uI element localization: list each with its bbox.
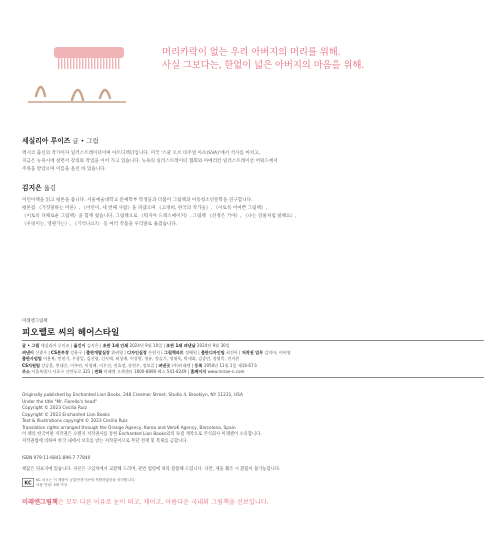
credits-block [22, 343, 291, 376]
credit-key: 출판디자인팀 [200, 349, 225, 355]
translator-bio [22, 197, 297, 229]
translator-bio-line: 평론집 《거짓말하는 어른》, 《어린이, 세 번째 사람》을 펴냈으며 《고정희, 한국의 작가들》, 《이토록 어여쁜 그림책》, [22, 206, 267, 211]
credit-value: 서울특별시 서초구 신반포로 321 [31, 369, 91, 375]
rights-line: 이 책의 한국어판 저작권은 오렌지 저작권사를 통한 Enchanted Lion Books와의 독점 계약으로 주식회사 미래엔이 소유합니다. [22, 432, 262, 437]
author-bio [22, 150, 278, 174]
translator-heading [22, 184, 56, 193]
credit-value: 위귀영 [111, 349, 124, 355]
credit-key: CS본부장 [51, 349, 69, 355]
rights-line: Translation rights arranged through the Orange Agency, Korea and VeroK Agency, Barcelona, Spain [22, 425, 236, 431]
translator-role: 옮김 [43, 184, 57, 192]
rights-line: 저작권법에 의하여 한국 내에서 보호를 받는 저작물이므로 무단 전재 및 복제를 금합니다. [22, 438, 188, 444]
translator-name: 김지은 [22, 184, 42, 192]
credit-key: 저작권 업무 [241, 349, 264, 355]
isbn: ISBN 979-11-6841-896-7 77840 [22, 456, 91, 461]
credit-key: 초판 1쇄 펴낸날 [166, 343, 196, 348]
credits-row: 펴낸이 신광수 | CS본부장 강윤구 | 출판개발실장 위귀영 | 디자인실장 손현지 | 그림책파트 정혜원 | 출판디자인팀 최진아 | 저작권 업무 김미아, 이아영 [22, 349, 291, 355]
rights-line: Text & Illustrations copyright © 2023 Cecilia Ruiz [22, 419, 128, 424]
credit-key: 펴낸이 [22, 349, 34, 355]
credit-key: 글 • 그림 [22, 343, 40, 348]
credit-value: 강윤구 [70, 349, 83, 355]
dedication-line-1: 머리카락이 없는 우리 아버지의 머리를 위해. [162, 47, 341, 58]
rights-line: Copyright © 2023 Cecilia Ruiz [22, 406, 87, 411]
credit-value: (주)미래엔 [171, 362, 191, 368]
author-bio-line: 지금은 뉴욕시에 살면서 강의와 작업을 이어 가고 있습니다. 뉴욕의 일러스트레이터 협회와 아메리칸 일러스트레이션 어워드에서 [22, 159, 278, 164]
comb-illustration [14, 30, 132, 110]
credit-key: 디자인실장 [127, 349, 147, 355]
credit-key: 펴낸곳 [158, 362, 171, 368]
dedication-line-2: 사실 그보다는, 한없이 넓은 아버지의 마음을 위해. [162, 60, 365, 71]
credit-value: 2024년 9월 30일 [196, 343, 230, 348]
credit-value: www.mirae-n.com [207, 369, 245, 375]
credit-value: 최진아 [225, 349, 238, 355]
translator-bio-line: 어린이책을 읽고 평론을 씁니다. 서울예술대학교 문예학부 학생들과 더불어 그림책과 아동청소년문학을 연구합니다. [22, 198, 253, 203]
rights-line: Copyright © 2023 Enchanted Lion Books [22, 412, 110, 418]
english-rights [22, 393, 262, 445]
dedication [162, 46, 492, 72]
credits-row: CS지원팀 강승훈, 봉대중, 이주연, 이형배, 이우진, 전효정, 장현우, 정보길 | 펴낸곳 (주)미래엔 | 등록 1950년 11월 1일 제16-67호 [22, 362, 258, 368]
credit-value: 신광수 [35, 349, 48, 355]
kc-line: 사용 연령: 3세 이상 [36, 483, 68, 488]
notice: 책값은 뒤표지에 있습니다. 파본은 구입처에서 교환해 드리며, 관련 법령에 따라 환불해 드립니다. 다만, 제품 훼손 시 환불이 불가능합니다. [22, 467, 281, 472]
credit-key: 전화 [94, 369, 103, 375]
series-brand: 미래엔그림책 [22, 499, 58, 506]
series-text: 은 모두 다른 이유로 눈이 떠고, 채이고, 아름다운 국내외 그림책을 선보입니다. [57, 499, 269, 506]
credit-key: 홈페이지 [190, 369, 207, 375]
credit-value: 1950년 11월 1일 제16-67호 [203, 362, 258, 368]
author-bio-line: 멕시코 출신의 작가이자 일러스트레이터이며 아트디렉터입니다. 미국 '스쿨 오브 비주얼 아츠(SVA)'에서 석사를 마치고, [22, 151, 261, 156]
credit-value: 2024년 9월 10일 [129, 343, 163, 348]
series-tagline [22, 497, 269, 506]
credit-key: 출판개발실장 [86, 349, 110, 355]
series-label: 미래엔그림책 [22, 319, 48, 324]
credit-key: 그림책파트 [163, 349, 184, 355]
translator-bio-line: 《이토록 다채로운 그림책》을 함께 썼습니다. 그림책으로 《뭐지아 드래스메이커》, 그림책 《선정은 거야》, 《나는 강물처럼 말해요》, [22, 214, 297, 219]
translator-bio-line: 《우엉이는, 영원가는》, 《기억나요?》 등 여러 작품을 우리말로 옮겼습니다. [22, 222, 178, 227]
author-name: 세실리아 루이즈 [22, 137, 71, 145]
author-bio-line: 주목을 받았으며 이름을 올린 바 있습니다. [22, 167, 107, 172]
kc-mark-icon [22, 478, 34, 487]
credit-key: CS지원팀 [22, 362, 40, 368]
credit-value: 세실리아 루이즈 [40, 343, 70, 348]
credit-key: 등록 [194, 362, 203, 368]
svg-text:KC: KC [24, 480, 32, 487]
credit-value: 이용복, 민현기, 우광일, 김선영, 신지애, 허성배, 이강원, 정유, 정슬기, 정재욱, 박세화, 김종민, 정영묵, 전지현 [43, 356, 240, 362]
rights-line: Under the title "Mr. Fiorello's head" [22, 399, 98, 405]
kc-info [36, 478, 135, 489]
credit-key: 초판 1쇄 인쇄 [102, 343, 129, 348]
credit-value: 김지은 [86, 343, 99, 348]
credits-row: 주소 서울특별시 서초구 신반포로 321 | 전화 미래엔 고객센터 1800-8890 팩스 541-8249 | 홈페이지 www.mirae-n.com [22, 369, 245, 375]
author-role: 글 • 그림 [72, 137, 99, 145]
title-divider [22, 340, 484, 341]
credits-divider [22, 377, 484, 378]
credit-value: 김미아, 이아영 [264, 349, 291, 355]
credit-value: 강승훈, 봉대중, 이주연, 이형배, 이우진, 전효정, 장현우, 정보길 [41, 362, 155, 368]
author-heading [22, 137, 99, 146]
credit-value: 손현지 [148, 349, 160, 355]
credit-value: 정혜원 [185, 349, 197, 355]
credit-value: 미래엔 고객센터 1800-8890 팩스 541-8249 [103, 369, 187, 375]
credit-key: 옮긴이 [73, 343, 86, 348]
rights-line: Originally published by Enchanted Lion Books, 248 Creamer Street, Studio 4, Brooklyn, NY 11231, USA [22, 393, 243, 398]
book-title: 피오렐로 씨의 헤어스타일 [22, 328, 120, 338]
credit-key: 출판사업팀 [22, 356, 42, 362]
credit-key: 주소 [22, 369, 30, 375]
credits-row: 글 • 그림 세실리아 루이즈 | 옮긴이 김지은 | 초판 1쇄 인쇄 2024년 9월 10일 | 초판 1쇄 펴낸날 2024년 9월 30일 [22, 343, 230, 348]
credits-row [22, 356, 291, 363]
kc-line: KC 마크는 이 제품이 공통안전기준에 적합하였음을 의미합니다. [36, 478, 136, 482]
